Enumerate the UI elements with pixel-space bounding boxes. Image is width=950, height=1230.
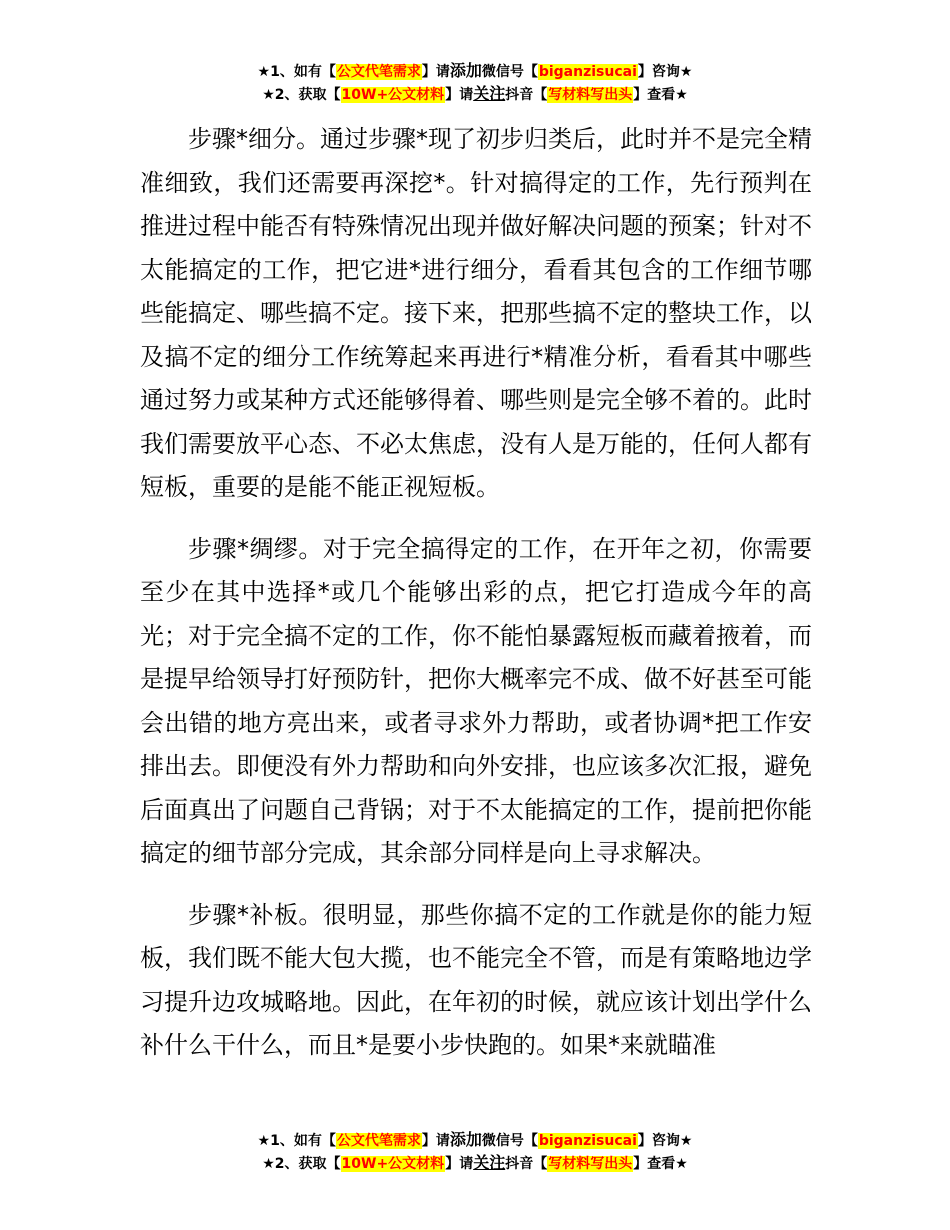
banner-text: 请 xyxy=(435,64,450,80)
highlight-materials: 10W+公文材料 xyxy=(341,1156,445,1172)
paragraph-fill-gaps: 步骤*补板。很明显，那些你搞不定的工作就是你的能力短板，我们既不能大包大揽，也不能完全不管，而是有策略地边学习提升边攻城略地。因此，在年初的时候，就应该计划出学什么补什么干什么，而且*是要小步快跑的。如果*来就瞄准 xyxy=(140,900,812,1059)
banner-text: 请 xyxy=(459,1156,474,1172)
banner-text-emphasis: 添加 xyxy=(449,1130,482,1149)
paragraph-plan-ahead: 步骤*绸缪。对于完全搞得定的工作，在开年之初，你需要至少在其中选择*或几个能够出彩的点，把它打造成今年的高光；对于完全搞不定的工作，你不能怕暴露短板而藏着掖着，而是提早给领导打好预防针，把你大概率完不成、做不好甚至可能会出错的地方亮出来，或者寻求外力帮助，或者协调*把工作安排出去。即便没有外力帮助和向外安排，也应该多次汇报，避免后面真出了问题自己背锅；对于不太能搞定的工作，提前把你能搞定的细节部分完成，其余部分同样是向上寻求解决。 xyxy=(140,534,812,867)
banner-line-1 xyxy=(0,60,950,83)
highlight-douyin-account: 写材料写出头 xyxy=(548,87,633,103)
footer-banner xyxy=(0,1129,950,1175)
banner-text: ★1、如有 xyxy=(257,64,322,80)
banner-text: 查看★ xyxy=(647,87,688,103)
bracket: 】 xyxy=(633,1156,648,1172)
banner-text: ★1、如有 xyxy=(257,1133,322,1149)
bracket: 【 xyxy=(533,87,548,103)
bracket: 【 xyxy=(321,1133,336,1149)
bracket: 】 xyxy=(637,1133,652,1149)
banner-line-1 xyxy=(0,1129,950,1152)
banner-text-emphasis: 关注 xyxy=(473,1153,506,1172)
banner-line-2 xyxy=(0,83,950,106)
banner-text: 请 xyxy=(459,87,474,103)
banner-text: 抖音 xyxy=(505,1156,534,1172)
bracket: 】 xyxy=(445,87,460,103)
bracket: 】 xyxy=(421,64,436,80)
bracket: 【 xyxy=(523,64,538,80)
bracket: 】 xyxy=(421,1133,436,1149)
banner-text: 请 xyxy=(435,1133,450,1149)
document-body xyxy=(140,118,812,1086)
bracket: 【 xyxy=(321,64,336,80)
bracket: 】 xyxy=(637,64,652,80)
banner-text: 微信号 xyxy=(481,1133,524,1149)
header-banner xyxy=(0,60,950,106)
bracket: 】 xyxy=(633,87,648,103)
banner-text: 咨询★ xyxy=(651,1133,693,1149)
banner-text-emphasis: 添加 xyxy=(449,61,482,80)
banner-text: ★2、获取 xyxy=(262,87,327,103)
banner-text: 查看★ xyxy=(647,1156,688,1172)
bracket: 【 xyxy=(326,87,341,103)
bracket: 【 xyxy=(523,1133,538,1149)
highlight-ghostwriting: 公文代笔需求 xyxy=(336,1133,421,1149)
bracket: 【 xyxy=(533,1156,548,1172)
highlight-materials: 10W+公文材料 xyxy=(341,87,445,103)
banner-line-2 xyxy=(0,1152,950,1175)
paragraph-subdivide: 步骤*细分。通过步骤*现了初步归类后，此时并不是完全精准细致，我们还需要再深挖*。针对搞得定的工作，先行预判在推进过程中能否有特殊情况出现并做好解决问题的预案；针对不太能搞定的工作，把它进*进行细分，看看其包含的工作细节哪些能搞定、哪些搞不定。接下来，把那些搞不定的整块工作，以及搞不定的细分工作统筹起来再进行*精准分析，看看其中哪些通过努力或某种方式还能够得着、哪些则是完全够不着的。此时我们需要放平心态、不必太焦虑，没有人是万能的，任何人都有短板，重要的是能不能正视短板。 xyxy=(140,125,812,501)
banner-text-emphasis: 关注 xyxy=(473,84,506,103)
bracket: 】 xyxy=(445,1156,460,1172)
banner-text: 抖音 xyxy=(505,87,534,103)
banner-text: 微信号 xyxy=(481,64,524,80)
highlight-wechat-id: biganzisucai xyxy=(538,1133,637,1149)
banner-text: ★2、获取 xyxy=(262,1156,327,1172)
bracket: 【 xyxy=(326,1156,341,1172)
highlight-ghostwriting: 公文代笔需求 xyxy=(336,64,421,80)
banner-text: 咨询★ xyxy=(651,64,693,80)
highlight-wechat-id: biganzisucai xyxy=(538,64,637,80)
highlight-douyin-account: 写材料写出头 xyxy=(548,1156,633,1172)
